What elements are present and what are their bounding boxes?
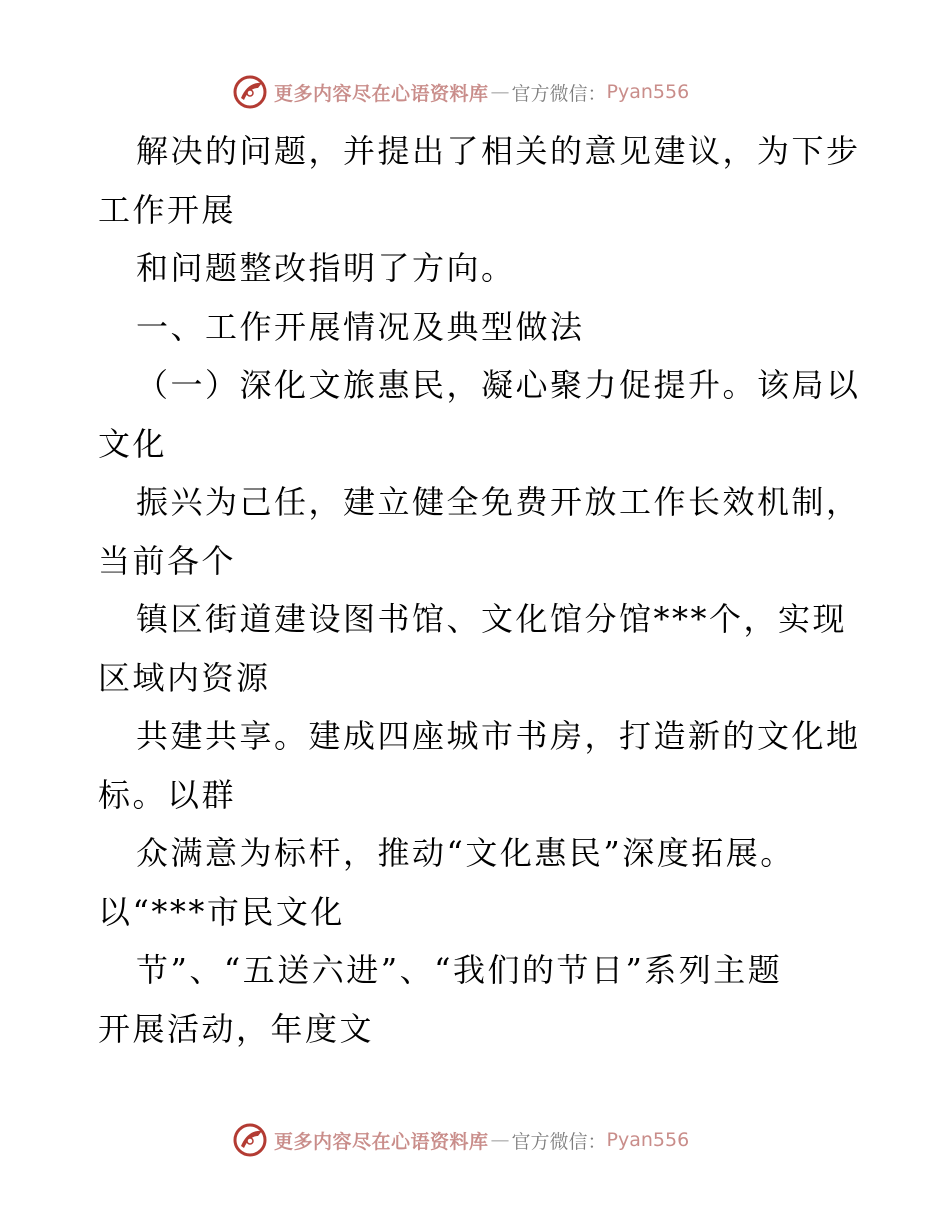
body-line: 振兴为己任，建立健全免费开放工作长效机制， — [136, 483, 861, 521]
watermark-brand-text: 更多内容尽在心语资料库 — [274, 1130, 489, 1153]
body-line: 和问题整改指明了方向。 — [136, 249, 516, 287]
body-line: 开展活动，年度文 — [98, 1009, 375, 1048]
watermark-dash: — — [490, 1129, 510, 1151]
watermark-label: 官方微信： — [511, 1130, 607, 1153]
body-line: 解决的问题，并提出了相关的意见建议，为下步 — [136, 132, 861, 170]
body-line: 共建共享。建成四座城市书房，打造新的文化地 — [136, 717, 861, 755]
body-line: 节”、“五送六进”、“我们的节日”系列主题 — [136, 951, 783, 989]
body-line: 镇区街道建设图书馆、文化馆分馆***个，实现 — [136, 600, 848, 638]
body-line: 以“***市民文化 — [98, 892, 345, 931]
section-heading: 一、工作开展情况及典型做法 — [136, 307, 585, 346]
bookmark-logo-icon — [232, 74, 268, 110]
watermark-wechat-id: Pyan556 — [606, 1129, 690, 1151]
watermark-label: 官方微信： — [511, 82, 607, 105]
body-line: （一）深化文旅惠民，凝心聚力促提升。该局以 — [136, 366, 861, 404]
watermark-dash: — — [490, 81, 510, 103]
document-body — [98, 122, 861, 1058]
body-line: 当前各个 — [98, 541, 237, 580]
body-line: 工作开展 — [98, 190, 237, 229]
body-line: 众满意为标杆，推动“文化惠民”深度拓展。 — [136, 834, 795, 872]
body-line: 区域内资源 — [98, 658, 271, 697]
header-watermark — [232, 72, 689, 112]
footer-watermark — [232, 1120, 689, 1160]
body-line: 标。以群 — [98, 775, 237, 814]
watermark-wechat-id: Pyan556 — [606, 81, 690, 103]
watermark-brand-text: 更多内容尽在心语资料库 — [274, 82, 489, 105]
bookmark-logo-icon — [232, 1122, 268, 1158]
body-line: 文化 — [98, 424, 168, 463]
